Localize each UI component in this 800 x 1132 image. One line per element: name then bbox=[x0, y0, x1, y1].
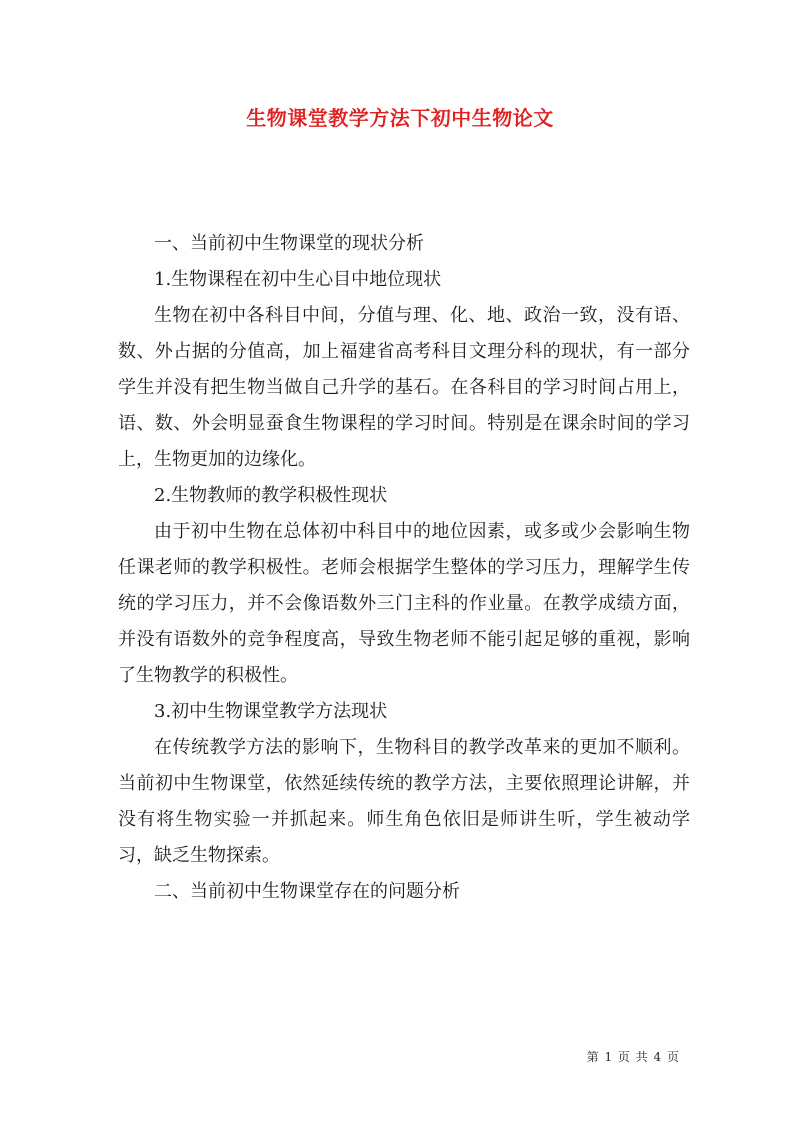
section-heading: 二、当前初中生物课堂存在的问题分析 bbox=[154, 881, 460, 902]
subsection-heading: 1.生物课程在初中生心目中地位现状 bbox=[154, 269, 442, 290]
paragraph: 由于初中生物在总体初中科目中的地位因素，或多或少会影响生物任课老师的教学积极性。老师会根据学生整体的学习压力，理解学生传统的学习压力，并不会像语数外三门主科的作业量。在教学成绩方面，并没有语数外的竞争程度高，导致生物老师不能引起足够的重视，影响了生物教学的积极性。 bbox=[118, 521, 690, 686]
subsection-heading: 2.生物教师的教学积极性现状 bbox=[154, 485, 388, 506]
paragraph: 生物在初中各科目中间，分值与理、化、地、政治一致，没有语、数、外占据的分值高，加上福建省高考科目文理分科的现状，有一部分学生并没有把生物当做自己升学的基石。在各科目的学习时间占用上，语、数、外会明显蚕食生物课程的学习时间。特别是在课余时间的学习上，生物更加的边缘化。 bbox=[118, 305, 690, 470]
paragraph: 在传统教学方法的影响下，生物科目的教学改革来的更加不顺利。当前初中生物课堂，依然延续传统的教学方法，主要依照理论讲解，并没有将生物实验一并抓起来。师生角色依旧是师讲生听，学生被动学习，缺乏生物探索。 bbox=[118, 737, 690, 866]
page-number: 第 1 页 共 4 页 bbox=[586, 1050, 680, 1064]
subsection-heading: 3.初中生物课堂教学方法现状 bbox=[154, 701, 388, 722]
document-body bbox=[118, 226, 690, 910]
document-title: 生物课堂教学方法下初中生物论文 bbox=[246, 106, 554, 130]
section-heading: 一、当前初中生物课堂的现状分析 bbox=[154, 233, 424, 254]
